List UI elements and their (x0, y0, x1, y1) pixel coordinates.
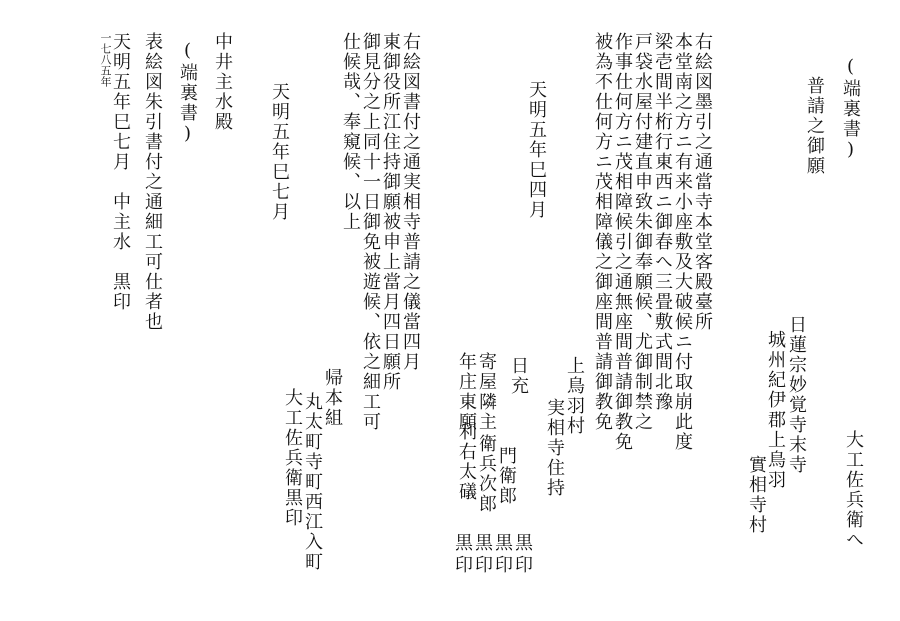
witness-col-1: 年庄東願 (456, 352, 477, 432)
signer-title: 実相寺住持 (544, 398, 565, 498)
report-line-1: 右絵図書付之通実相寺普請之儀當四月 (400, 32, 421, 372)
petition-line-1: 右絵図墨引之通當寺本堂客殿臺所 (692, 32, 713, 332)
petition-line-5: 作事仕何方ニ茂相障候引之通無座間普請御教免 (612, 32, 633, 452)
temple-name: 實相寺村 (746, 455, 767, 535)
petition-line-2: 本堂南之方ニ有来小座敷及大破候ニ付取崩此度 (672, 32, 693, 452)
outer-back-note-label: (端裏書) (840, 56, 861, 162)
report-line-2: 東御役所江住持御願被申上當月四日願所 (380, 32, 401, 392)
carpenter-address: 丸太町寺町西江入町 (302, 392, 323, 572)
recipient-name: 中井主水殿 (212, 32, 233, 132)
signer-name: 日充 (508, 356, 529, 396)
temple-affiliation: 日蓮宗妙覚寺末寺 (786, 315, 807, 475)
request-title: 普請之御願 (804, 76, 825, 176)
petition-line-4: 戸袋水屋付建直申致朱御奉願候、尤御制禁之 (632, 32, 653, 432)
addressee-carpenter: 大工佐兵衛へ (843, 430, 864, 550)
report-line-4: 仕候哉、奉窺候、以上 (340, 32, 361, 232)
carpenter-group: 帰本組 (322, 368, 343, 428)
witness-col-3: 利右太礒 (456, 422, 477, 502)
carpenter-seal: 大工佐兵衛黒印 (282, 388, 303, 528)
petition-line-6: 被為不仕何方ニ茂相障儀之御座間普請御教免 (592, 32, 613, 432)
signer-village: 上鳥羽村 (564, 356, 585, 436)
witness-seal-top: 黒黒黒黒 (455, 533, 535, 554)
report-line-3: 御見分之上同十一日御免被遊候、依之細工可 (360, 32, 381, 432)
petition-date: 天明五年巳四月 (526, 80, 547, 220)
witness-col-5: 門衛郎 (496, 446, 517, 506)
western-year-note: 一七八五年 (99, 32, 112, 87)
inner-back-note-label: (端裏書) (177, 40, 198, 146)
witness-col-4: 衛兵次郎 (476, 434, 497, 514)
approval-date: 天明五年巳七月 中主水 黒印 (110, 32, 131, 312)
temple-location: 城州紀伊郡上鳥羽 (765, 330, 786, 490)
petition-line-3: 梁壱間半桁行東西ニ御春へ三畳敷式間北豫 (652, 32, 673, 412)
approval-text: 表絵図朱引書付之通細工可仕者也 (142, 32, 163, 332)
witness-col-2: 寄屋隣主 (476, 352, 497, 432)
report-date: 天明五年巳七月 (269, 82, 290, 222)
witness-seal-bottom: 印印印印 (455, 555, 535, 576)
